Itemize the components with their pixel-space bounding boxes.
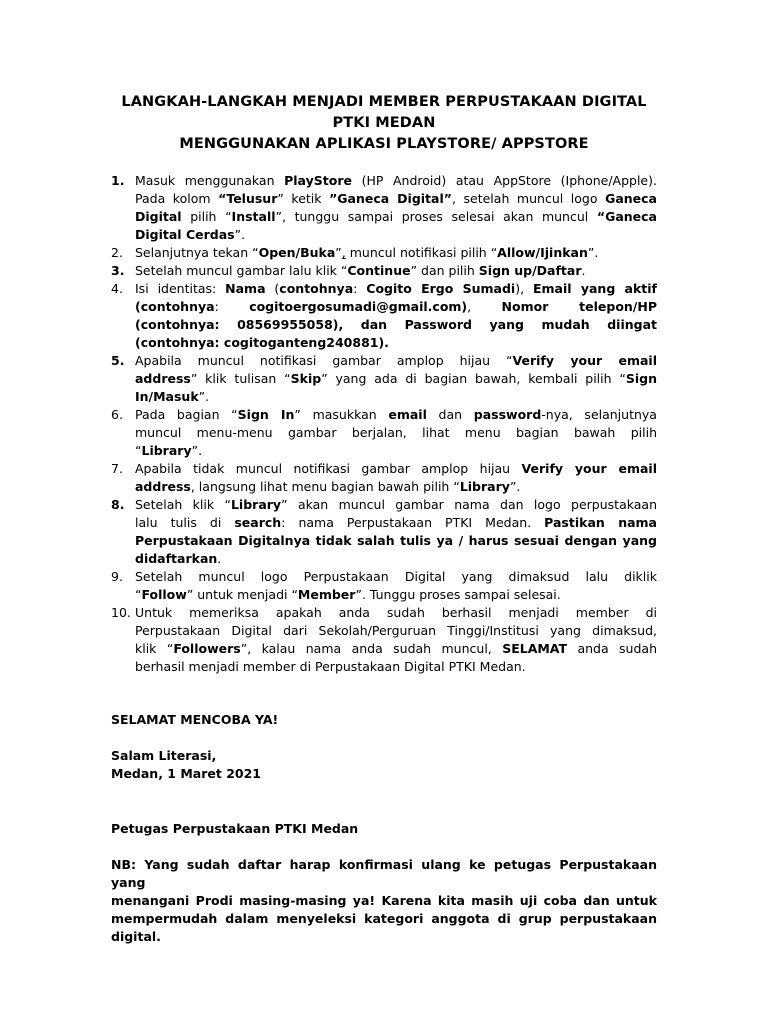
step-number: 9.	[111, 569, 123, 584]
step-text: Setelah klik “Library” akan muncul gambar nama dan logo perpustakaan lalu tulis di search: nama Perpustakaan PTKI Medan. Pastikan nama Perpustakaan Digitalnya tidak salah tulis ya / harus sesuai dengan yang didaftarkan.	[135, 497, 657, 566]
step-number: 5.	[111, 353, 125, 368]
note-label: NB	[111, 857, 131, 872]
step-text: Pada bagian “Sign In” masukkan email dan password-nya, selanjutnya muncul menu-menu gambar berjalan, lihat menu bagian bawah pilih “Library”.	[135, 407, 657, 458]
step-number: 3.	[111, 263, 125, 278]
note-line-2: menangani Prodi masing-masing ya! Karena kita masih uji coba dan untuk	[111, 893, 657, 908]
title-line-1: LANGKAH-LANGKAH MENJADI MEMBER PERPUSTAKAAN DIGITAL	[121, 94, 647, 110]
closing-signature: Petugas Perpustakaan PTKI Medan	[111, 821, 359, 836]
note-line-4: digital.	[111, 929, 161, 944]
step-text: Apabila muncul notifikasi gambar amplop hijau “Verify your email address” klik tulisan “Skip” yang ada di bagian bawah, kembali pilih “Sign In/Masuk”.	[135, 353, 657, 404]
step-number: 7.	[111, 461, 123, 476]
step-text: Untuk memeriksa apakah anda sudah berhasil menjadi member di Perpustakaan Digital dari Sekolah/Perguruan Tinggi/Institusi yang dimaksud, klik “Followers”, kalau nama anda sudah muncul, SELAMAT anda sudah berhasil menjadi member di Perpustakaan Digital PTKI Medan.	[135, 605, 657, 674]
note-line-3: mempermudah dalam menyeleksi kategori anggota di grup perpustakaan	[111, 911, 657, 926]
step-number: 10.	[111, 605, 131, 620]
step-number: 4.	[111, 281, 123, 296]
step-number: 8.	[111, 497, 125, 512]
step-number: 1.	[111, 173, 125, 188]
closing-cheer: SELAMAT MENCOBA YA!	[111, 712, 279, 727]
step-text: Apabila tidak muncul notifikasi gambar amplop hijau Verify your email address, langsung lihat menu bagian bawah pilih “Library”.	[135, 461, 657, 494]
step-text: Isi identitas: Nama (contohnya: Cogito Ergo Sumadi), Email yang aktif (contohnya: cogitoergosumadi@gmail.com), Nomor telepon/HP (contohnya: 08569955058), dan Password yang mudah diingat (contohnya: cogitoganteng240881).	[135, 281, 657, 350]
step-text: Masuk menggunakan PlayStore (HP Android) atau AppStore (Iphone/Apple). Pada kolom “Telusur” ketik ”Ganeca Digital”, setelah muncul logo Ganeca Digital pilih “Install”, tunggu sampai proses selesai akan muncul “Ganeca Digital Cerdas”.	[135, 173, 657, 242]
closing-place-date: Medan, 1 Maret 2021	[111, 766, 261, 781]
note-line-1: : Yang sudah daftar harap konfirmasi ulang ke petugas Perpustakaan yang	[111, 857, 657, 890]
closing-greeting: Salam Literasi,	[111, 748, 217, 763]
note-block	[111, 856, 657, 946]
step-text: Selanjutnya tekan “Open/Buka”, muncul notifikasi pilih “Allow/Ijinkan”.	[135, 245, 599, 260]
step-text: Setelah muncul gambar lalu klik “Continue” dan pilih Sign up/Daftar.	[135, 263, 586, 278]
step-number: 6.	[111, 407, 123, 422]
step-text: Setelah muncul logo Perpustakaan Digital yang dimaksud lalu diklik “Follow” untuk menjadi “Member”. Tunggu proses sampai selesai.	[135, 569, 657, 602]
step-number: 2.	[111, 245, 123, 260]
title-line-2: PTKI MEDAN	[332, 115, 436, 131]
title-line-3: MENGGUNAKAN APLIKASI PLAYSTORE/ APPSTORE	[179, 136, 589, 152]
